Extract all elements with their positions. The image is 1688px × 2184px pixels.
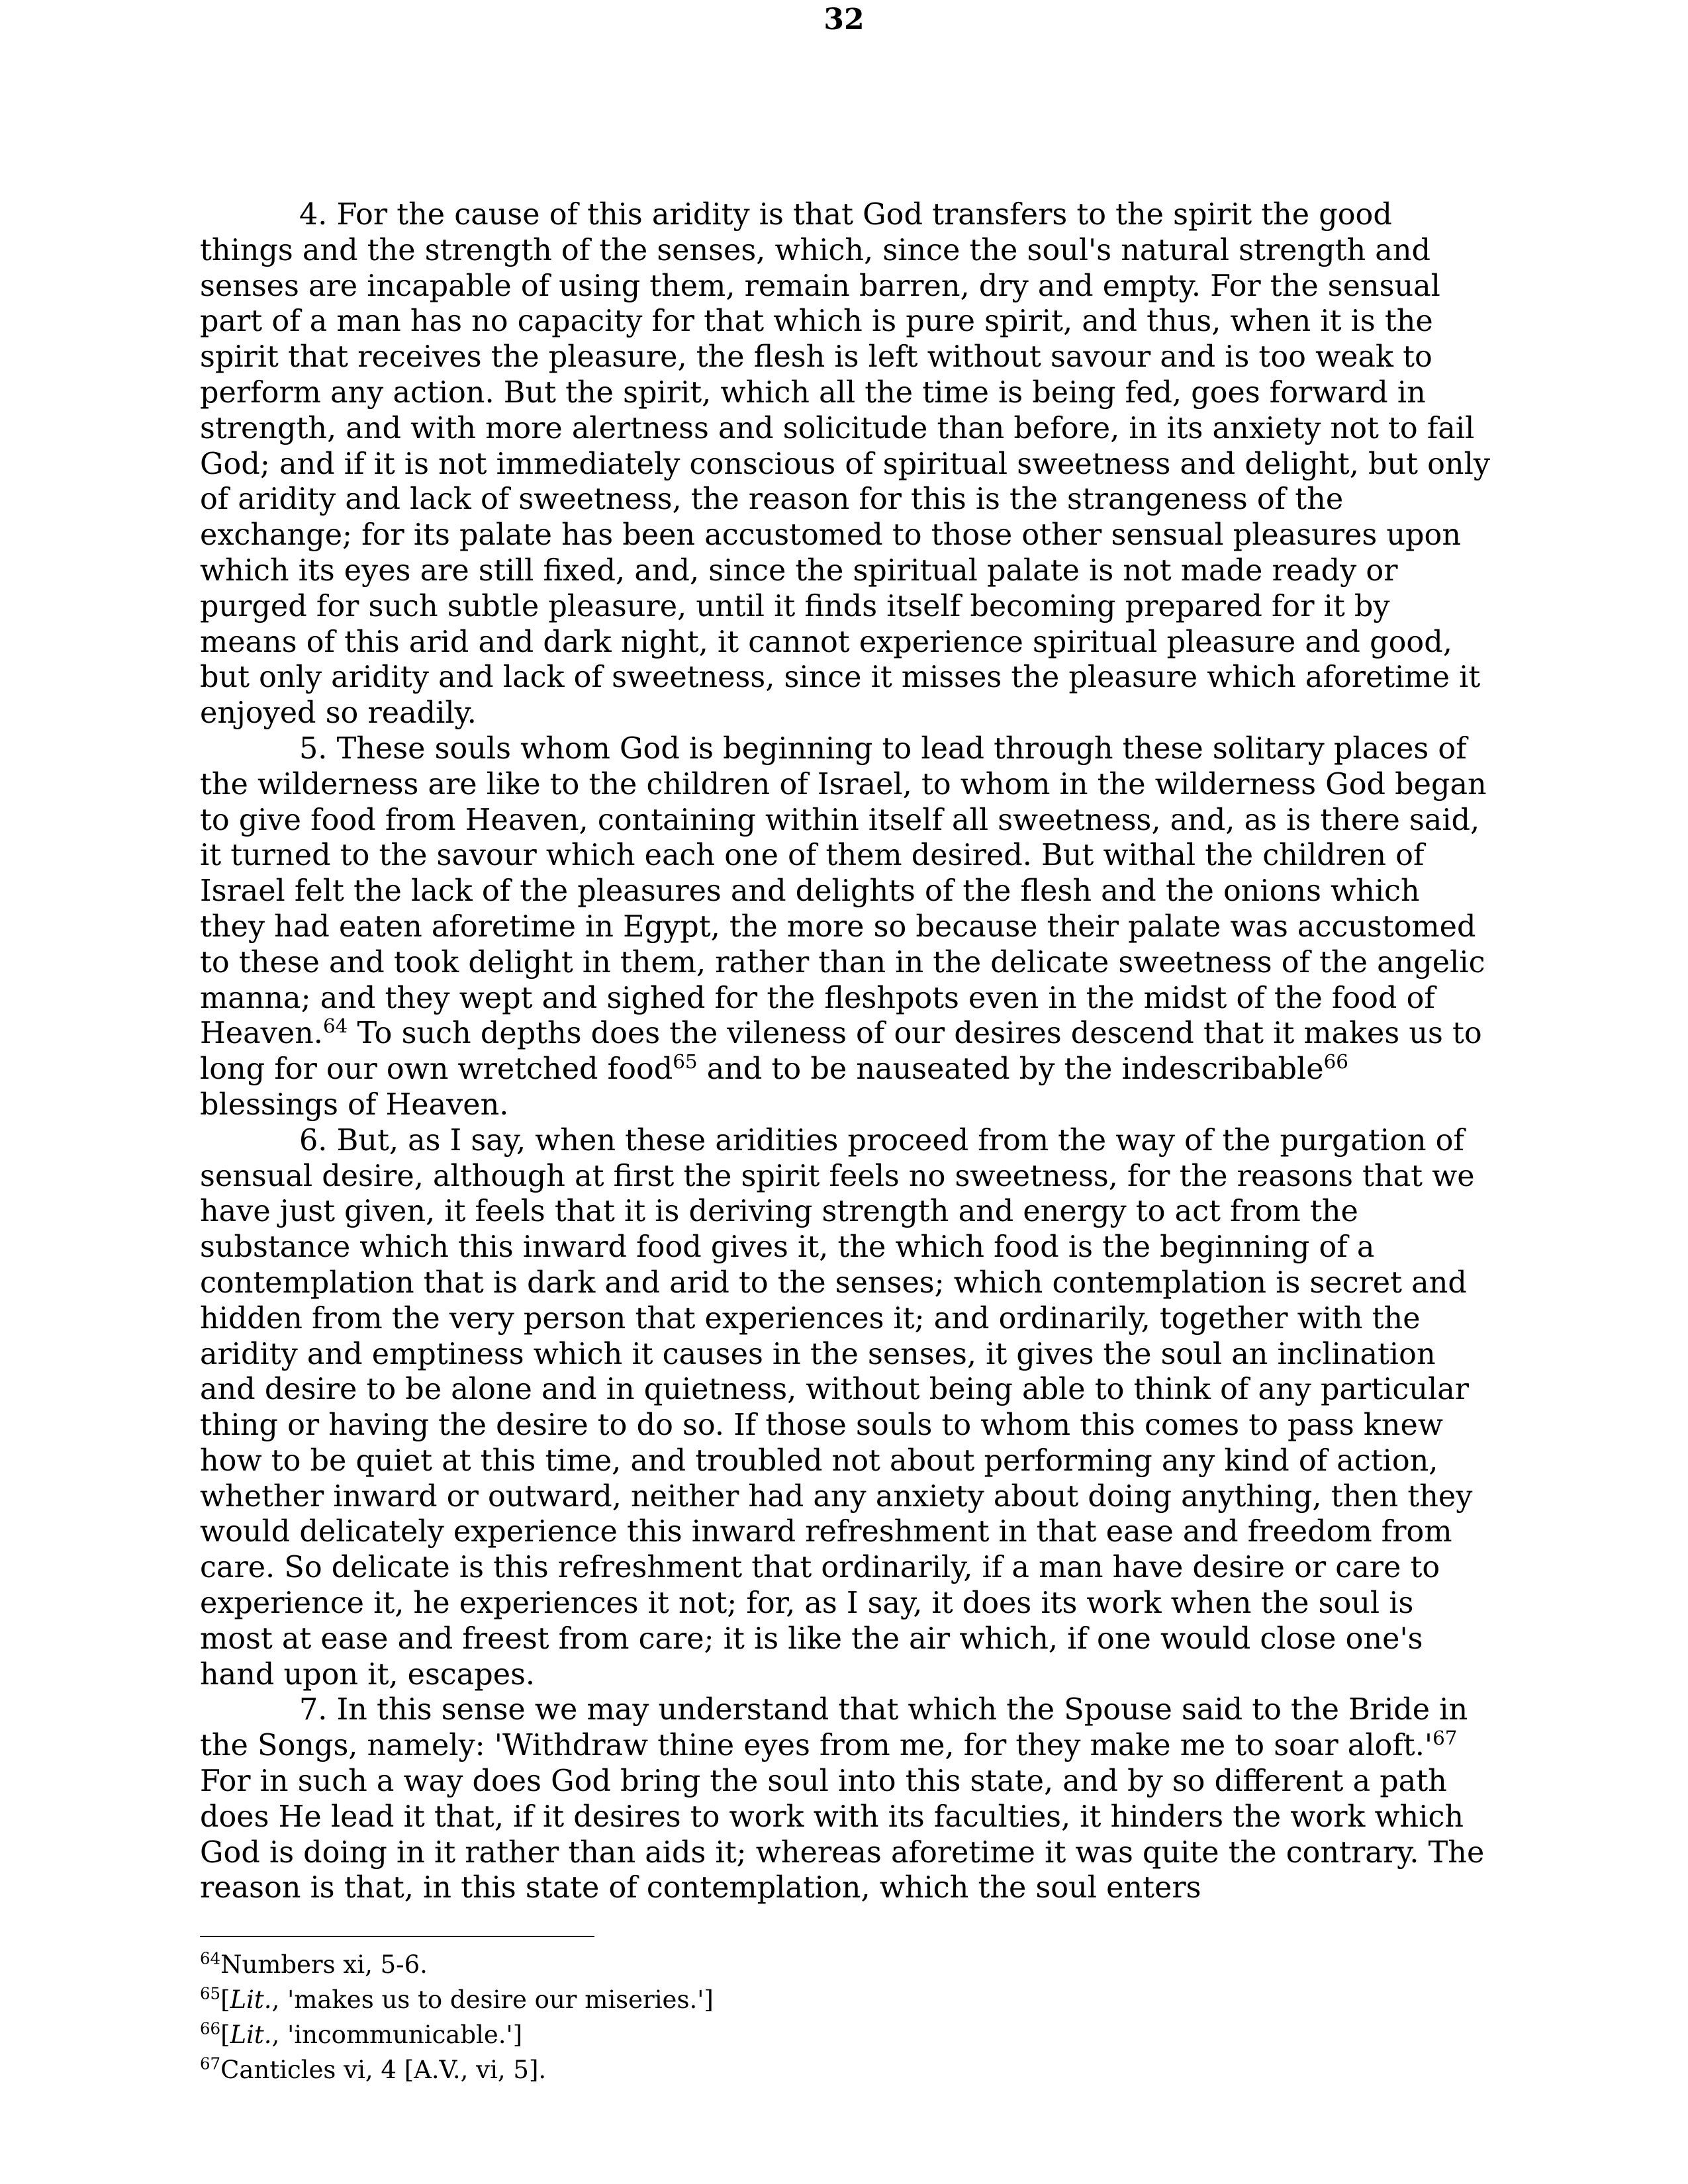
paragraph-text: blessings of Heaven.	[200, 1087, 509, 1122]
footnote-number: 67	[200, 2054, 221, 2073]
footnote-65	[200, 1982, 1491, 2017]
footnote-text: Numbers xi, 5-6.	[220, 1950, 428, 1979]
footnote-67	[200, 2052, 1491, 2087]
paragraph-5	[200, 731, 1491, 1123]
paragraph-text: For in such a way does God bring the soul into this state, and by so different a path does He lead it that, if it desires to work with its faculties, it hinders the work which God is doing in it rather than aids it; whereas aforetime it was quite the contrary. The reason is that, in this state of contemplation, which the soul enters	[200, 1764, 1485, 1905]
footnote-text: [	[220, 1985, 230, 2014]
paragraph-7	[200, 1692, 1491, 1906]
footnote-64	[200, 1947, 1491, 1982]
footnote-ref-65[interactable]: 65	[673, 1050, 698, 1073]
footnote-text: [	[220, 2021, 230, 2049]
footnote-italic: Lit.	[230, 2021, 272, 2049]
footnote-text: , 'incommunicable.']	[271, 2021, 523, 2049]
footnote-text: , 'makes us to desire our miseries.']	[271, 1985, 714, 2014]
footnote-ref-64[interactable]: 64	[322, 1015, 348, 1038]
footnote-number: 66	[200, 2019, 221, 2038]
footnote-number: 64	[200, 1948, 221, 1968]
paragraph-text: To such depths does the vileness of our desires descend that it makes us to long for our own wretched food	[200, 1017, 1482, 1087]
paragraph-4	[200, 197, 1491, 731]
paragraph-text: 6. But, as I say, when these aridities proceed from the way of the purgation of sensual desire, although at first the spirit feels no sweetness, for the reasons that we have just given, it feels that it is deriving strength and energy to act from the substance which this inward food gives it, the which food is the beginning of a contemplation that is dark and arid to the senses; which contemplation is secret and hidden from the very person that experiences it; and ordinarily, together with the aridity and emptiness which it causes in the senses, it gives the soul an inclination and desire to be alone and in quietness, without being able to think of any particular thing or having the desire to do so. If those souls to whom this comes to pass knew how to be quiet at this time, and troubled not about performing any kind of action, whether inward or outward, neither had any anxiety about doing anything, then they would delicately experience this inward refreshment in that ease and freedom from care. So delicate is this refreshment that ordinarily, if a man have desire or care to experience it, he experiences it not; for, as I say, it does its work when the soul is most at ease and freest from care; it is like the air which, if one would close one's hand upon it, escapes.	[200, 1123, 1475, 1692]
footnote-text: Canticles vi, 4 [A.V., vi, 5].	[220, 2056, 547, 2084]
paragraph-text: 4. For the cause of this aridity is that God transfers to the spirit the good things and the strength of the senses, which, since the soul's natural strength and senses are incapable of using them, remain barren, dry and empty. For the sensual part of a man has no capacity for that which is pure spirit, and thus, when it is the spirit that receives the pleasure, the flesh is left without savour and is too weak to perform any action. But the spirit, which all the time is being fed, goes forward in strength, and with more alertness and solicitude than before, in its anxiety not to fail God; and if it is not immediately conscious of spiritual sweetness and delight, but only of aridity and lack of sweetness, the reason for this is the strangeness of the exchange; for its palate has been accustomed to those other sensual pleasures upon which its eyes are still fixed, and, since the spiritual palate is not made ready or purged for such subtle pleasure, until it finds itself becoming prepared for it by means of this arid and dark night, it cannot experience spiritual pleasure and good, but only aridity and lack of sweetness, since it misses the pleasure which aforetime it enjoyed so readily.	[200, 198, 1490, 731]
footnote-ref-66[interactable]: 66	[1323, 1050, 1348, 1073]
footnote-number: 65	[200, 1983, 221, 2003]
footnote-ref-67[interactable]: 67	[1432, 1727, 1458, 1750]
paragraph-text: 7. In this sense we may understand that which the Spouse said to the Bride in the Songs, namely: 'Withdraw thine eyes from me, for they make me to soar aloft.'	[200, 1693, 1468, 1763]
footnotes	[200, 1947, 1491, 2087]
footnote-66	[200, 2017, 1491, 2052]
paragraph-6	[200, 1123, 1491, 1693]
footnote-italic: Lit.	[230, 1985, 272, 2014]
page-number: 32	[823, 3, 865, 36]
paragraph-text: and to be nauseated by the indescribable	[697, 1052, 1324, 1087]
body-text	[200, 197, 1491, 1906]
footnote-divider	[200, 1936, 594, 1937]
paragraph-text: 5. These souls whom God is beginning to lead through these solitary places of the wilderness are like to the children of Israel, to whom in the wilderness God began to give food from Heaven, containing within itself all sweetness, and, as is there said, it turned to the savour which each one of them desired. But withal the children of Israel felt the lack of the pleasures and delights of the flesh and the onions which they had eaten aforetime in Egypt, the more so because their palate was accustomed to these and took delight in them, rather than in the delicate sweetness of the angelic manna; and they wept and sighed for the fleshpots even in the midst of the food of Heaven.	[200, 731, 1487, 1051]
